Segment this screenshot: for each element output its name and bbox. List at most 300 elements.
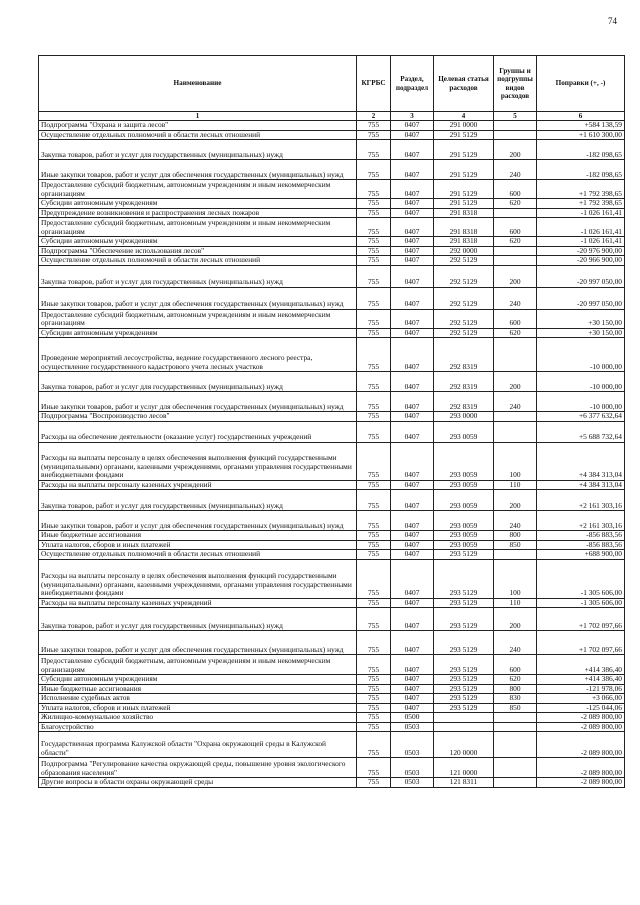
- row-kgrbs-cell: 755: [357, 758, 391, 778]
- row-expense-group-cell: [494, 722, 537, 732]
- row-target-article-cell: 293 5129: [434, 550, 494, 560]
- row-expense-group-cell: [494, 256, 537, 266]
- row-name-cell: Иные закупки товаров, работ и услуг для обеспечения государственных (муниципальных) нужд: [39, 511, 357, 531]
- row-expense-group-cell: [494, 778, 537, 788]
- row-kgrbs-cell: 755: [357, 160, 391, 180]
- row-expense-group-cell: 200: [494, 608, 537, 631]
- row-amendment-cell: +3 066,00: [537, 694, 625, 704]
- row-expense-group-cell: [494, 550, 537, 560]
- row-name-cell: Субсидии автономным учреждениям: [39, 237, 357, 247]
- table-row: [39, 703, 625, 713]
- row-amendment-cell: +1 792 398,65: [537, 180, 625, 199]
- row-amendment-cell: -182 098,65: [537, 160, 625, 180]
- table-row: [39, 421, 625, 442]
- row-target-article-cell: 291 8318: [434, 237, 494, 247]
- row-razdel-cell: 0407: [391, 559, 434, 598]
- row-expense-group-cell: [494, 130, 537, 140]
- row-name-cell: Уплата налогов, сборов и иных платежей: [39, 540, 357, 550]
- row-expense-group-cell: 200: [494, 140, 537, 160]
- row-target-article-cell: 291 0000: [434, 121, 494, 131]
- row-razdel-cell: 0503: [391, 732, 434, 758]
- row-target-article-cell: 291 5129: [434, 180, 494, 199]
- table-row: [39, 722, 625, 732]
- header-number: 6: [537, 112, 625, 121]
- row-name-cell: Расходы на обеспечение деятельности (оказание услуг) государственных учреждений: [39, 421, 357, 442]
- row-razdel-cell: 0407: [391, 392, 434, 412]
- row-name-cell: Расходы на выплаты персоналу в целях обеспечения выполнения функций государственными (муниципальными) органами, казенными учреждениями, органами управления государственными внебюджетными фондами: [39, 559, 357, 598]
- row-expense-group-cell: 620: [494, 237, 537, 247]
- table-row: [39, 412, 625, 422]
- row-amendment-cell: +1 702 097,66: [537, 608, 625, 631]
- header-kgrbs: КГРБС: [357, 56, 391, 112]
- row-name-cell: Иные закупки товаров, работ и услуг для обеспечения государственных (муниципальных) нужд: [39, 392, 357, 412]
- row-razdel-cell: 0407: [391, 160, 434, 180]
- table-row: [39, 180, 625, 199]
- row-kgrbs-cell: 755: [357, 246, 391, 256]
- row-target-article-cell: 120 0000: [434, 732, 494, 758]
- table-row: [39, 778, 625, 788]
- table-row: [39, 598, 625, 608]
- row-amendment-cell: +30 150,00: [537, 328, 625, 338]
- row-razdel-cell: 0407: [391, 328, 434, 338]
- row-razdel-cell: 0407: [391, 287, 434, 309]
- row-name-cell: Подпрограмма "Воспроизводство лесов": [39, 412, 357, 422]
- row-target-article-cell: 292 5129: [434, 256, 494, 266]
- row-expense-group-cell: 240: [494, 392, 537, 412]
- header-target-article: Целевая статья расходов: [434, 56, 494, 112]
- row-amendment-cell: +1 792 398,65: [537, 199, 625, 209]
- row-amendment-cell: +2 161 303,16: [537, 511, 625, 531]
- row-name-cell: Субсидии автономным учреждениям: [39, 675, 357, 685]
- table-body: [39, 121, 625, 788]
- row-target-article-cell: 293 5129: [434, 684, 494, 694]
- row-amendment-cell: -1 305 606,00: [537, 559, 625, 598]
- table-row: [39, 675, 625, 685]
- row-kgrbs-cell: 755: [357, 608, 391, 631]
- row-expense-group-cell: [494, 758, 537, 778]
- table-row: [39, 140, 625, 160]
- row-name-cell: Проведение мероприятий лесоустройства, ведение государственного лесного реестра, осуществление государственного кадастрового учета лесных участков: [39, 338, 357, 372]
- row-expense-group-cell: 800: [494, 684, 537, 694]
- row-kgrbs-cell: 755: [357, 208, 391, 218]
- row-target-article-cell: [434, 722, 494, 732]
- row-expense-group-cell: 830: [494, 694, 537, 704]
- row-kgrbs-cell: 755: [357, 675, 391, 685]
- row-kgrbs-cell: 755: [357, 559, 391, 598]
- row-amendment-cell: -20 997 050,00: [537, 265, 625, 287]
- row-expense-group-cell: 100: [494, 559, 537, 598]
- table-row: [39, 338, 625, 372]
- row-name-cell: Расходы на выплаты персоналу в целях обеспечения выполнения функций государственными (муниципальными) органами, казенными учреждениями, органами управления государственными внебюджетными фондами: [39, 442, 357, 480]
- row-name-cell: Исполнение судебных актов: [39, 694, 357, 704]
- row-name-cell: Расходы на выплаты персоналу казенных учреждений: [39, 598, 357, 608]
- row-target-article-cell: 121 8311: [434, 778, 494, 788]
- table-row: [39, 287, 625, 309]
- row-expense-group-cell: 240: [494, 631, 537, 655]
- row-razdel-cell: 0407: [391, 540, 434, 550]
- row-kgrbs-cell: 755: [357, 256, 391, 266]
- table-row: [39, 758, 625, 778]
- row-amendment-cell: +5 688 732,64: [537, 421, 625, 442]
- row-target-article-cell: 293 0059: [434, 511, 494, 531]
- table-row: [39, 559, 625, 598]
- row-amendment-cell: +4 384 313,04: [537, 442, 625, 480]
- row-name-cell: Предоставление субсидий бюджетным, автономным учреждениям и иным некоммерческим организациям: [39, 655, 357, 675]
- table-row: [39, 246, 625, 256]
- row-razdel-cell: 0407: [391, 237, 434, 247]
- row-target-article-cell: 293 0059: [434, 421, 494, 442]
- header-amendments: Поправки (+, -): [537, 56, 625, 112]
- row-kgrbs-cell: 755: [357, 655, 391, 675]
- table-row: [39, 237, 625, 247]
- row-amendment-cell: -2 089 800,00: [537, 758, 625, 778]
- table-row: [39, 442, 625, 480]
- row-razdel-cell: 0407: [391, 480, 434, 490]
- table-row: [39, 265, 625, 287]
- row-razdel-cell: 0407: [391, 608, 434, 631]
- row-kgrbs-cell: 755: [357, 265, 391, 287]
- row-target-article-cell: 291 5129: [434, 199, 494, 209]
- row-target-article-cell: 292 0000: [434, 246, 494, 256]
- row-razdel-cell: 0407: [391, 694, 434, 704]
- row-target-article-cell: 292 8319: [434, 392, 494, 412]
- row-razdel-cell: 0407: [391, 309, 434, 328]
- row-razdel-cell: 0407: [391, 703, 434, 713]
- row-kgrbs-cell: 755: [357, 511, 391, 531]
- row-razdel-cell: 0407: [391, 140, 434, 160]
- row-amendment-cell: +4 384 313,04: [537, 480, 625, 490]
- row-razdel-cell: 0407: [391, 631, 434, 655]
- table-row: [39, 208, 625, 218]
- row-expense-group-cell: 850: [494, 703, 537, 713]
- row-target-article-cell: 291 8318: [434, 218, 494, 237]
- row-name-cell: Осуществление отдельных полномочий в области лесных отношений: [39, 130, 357, 140]
- row-amendment-cell: -2 089 800,00: [537, 713, 625, 723]
- row-name-cell: Закупка товаров, работ и услуг для государственных (муниципальных) нужд: [39, 490, 357, 511]
- row-kgrbs-cell: 755: [357, 309, 391, 328]
- row-target-article-cell: 292 5129: [434, 309, 494, 328]
- row-target-article-cell: 292 5129: [434, 328, 494, 338]
- row-expense-group-cell: 110: [494, 480, 537, 490]
- row-target-article-cell: 293 0059: [434, 540, 494, 550]
- row-target-article-cell: 293 0059: [434, 490, 494, 511]
- table-row: [39, 121, 625, 131]
- row-target-article-cell: 292 5129: [434, 265, 494, 287]
- row-target-article-cell: 291 5129: [434, 130, 494, 140]
- header-number: 3: [391, 112, 434, 121]
- row-expense-group-cell: 850: [494, 540, 537, 550]
- row-amendment-cell: -1 026 161,41: [537, 218, 625, 237]
- row-amendment-cell: -2 089 800,00: [537, 778, 625, 788]
- row-razdel-cell: 0407: [391, 121, 434, 131]
- row-razdel-cell: 0407: [391, 180, 434, 199]
- row-kgrbs-cell: 755: [357, 540, 391, 550]
- row-name-cell: Иные закупки товаров, работ и услуг для обеспечения государственных (муниципальных) нужд: [39, 160, 357, 180]
- row-amendment-cell: -1 305 606,00: [537, 598, 625, 608]
- row-name-cell: Иные бюджетные ассигнования: [39, 531, 357, 541]
- row-amendment-cell: -1 026 161,41: [537, 237, 625, 247]
- row-expense-group-cell: 100: [494, 442, 537, 480]
- row-razdel-cell: 0407: [391, 684, 434, 694]
- row-razdel-cell: 0407: [391, 490, 434, 511]
- row-razdel-cell: 0407: [391, 208, 434, 218]
- row-razdel-cell: 0500: [391, 713, 434, 723]
- row-expense-group-cell: 200: [494, 490, 537, 511]
- row-name-cell: Жилищно-коммунальное хозяйство: [39, 713, 357, 723]
- row-name-cell: Закупка товаров, работ и услуг для государственных (муниципальных) нужд: [39, 265, 357, 287]
- row-target-article-cell: 293 5129: [434, 559, 494, 598]
- row-target-article-cell: 293 5129: [434, 631, 494, 655]
- row-target-article-cell: 293 5129: [434, 694, 494, 704]
- row-amendment-cell: +414 386,40: [537, 675, 625, 685]
- row-name-cell: Закупка товаров, работ и услуг для государственных (муниципальных) нужд: [39, 608, 357, 631]
- table-row: [39, 608, 625, 631]
- row-kgrbs-cell: 755: [357, 237, 391, 247]
- row-target-article-cell: 293 5129: [434, 598, 494, 608]
- row-amendment-cell: +30 150,00: [537, 309, 625, 328]
- row-razdel-cell: 0407: [391, 442, 434, 480]
- table-row: [39, 199, 625, 209]
- row-kgrbs-cell: 755: [357, 732, 391, 758]
- row-kgrbs-cell: 755: [357, 287, 391, 309]
- table-row: [39, 684, 625, 694]
- row-kgrbs-cell: 755: [357, 722, 391, 732]
- row-expense-group-cell: 600: [494, 218, 537, 237]
- row-amendment-cell: -182 098,65: [537, 140, 625, 160]
- table-row: [39, 540, 625, 550]
- row-name-cell: Подпрограмма "Обеспечение использования лесов": [39, 246, 357, 256]
- row-target-article-cell: 293 5129: [434, 675, 494, 685]
- row-name-cell: Закупка товаров, работ и услуг для государственных (муниципальных) нужд: [39, 140, 357, 160]
- row-amendment-cell: -121 978,06: [537, 684, 625, 694]
- row-name-cell: Расходы на выплаты персоналу казенных учреждений: [39, 480, 357, 490]
- row-kgrbs-cell: 755: [357, 199, 391, 209]
- row-amendment-cell: +584 138,59: [537, 121, 625, 131]
- row-razdel-cell: 0407: [391, 598, 434, 608]
- row-kgrbs-cell: 755: [357, 121, 391, 131]
- row-kgrbs-cell: 755: [357, 490, 391, 511]
- row-expense-group-cell: [494, 121, 537, 131]
- table-row: [39, 655, 625, 675]
- row-expense-group-cell: 200: [494, 372, 537, 392]
- row-kgrbs-cell: 755: [357, 778, 391, 788]
- row-target-article-cell: [434, 713, 494, 723]
- header-number: 1: [39, 112, 357, 121]
- row-razdel-cell: 0407: [391, 256, 434, 266]
- row-name-cell: Осуществление отдельных полномочий в области лесных отношений: [39, 256, 357, 266]
- table-row: [39, 631, 625, 655]
- row-amendment-cell: +414 386,40: [537, 655, 625, 675]
- row-razdel-cell: 0407: [391, 338, 434, 372]
- table-row: [39, 550, 625, 560]
- row-target-article-cell: 293 0000: [434, 412, 494, 422]
- table-row: [39, 160, 625, 180]
- row-kgrbs-cell: 755: [357, 480, 391, 490]
- row-target-article-cell: 293 5129: [434, 655, 494, 675]
- row-expense-group-cell: [494, 732, 537, 758]
- row-target-article-cell: 293 0059: [434, 531, 494, 541]
- row-target-article-cell: 292 8319: [434, 338, 494, 372]
- row-expense-group-cell: 600: [494, 180, 537, 199]
- row-name-cell: Предупреждение возникновения и распространения лесных пожаров: [39, 208, 357, 218]
- table-row: [39, 531, 625, 541]
- row-name-cell: Предоставление субсидий бюджетным, автономным учреждениям и иным некоммерческим организациям: [39, 309, 357, 328]
- header-expense-group: Группы и подгруппы видов расходов: [494, 56, 537, 112]
- row-kgrbs-cell: 755: [357, 713, 391, 723]
- header-number: 4: [434, 112, 494, 121]
- row-expense-group-cell: [494, 208, 537, 218]
- table-row: [39, 490, 625, 511]
- row-kgrbs-cell: 755: [357, 694, 391, 704]
- row-amendment-cell: +1 610 300,00: [537, 130, 625, 140]
- row-razdel-cell: 0407: [391, 199, 434, 209]
- row-razdel-cell: 0407: [391, 550, 434, 560]
- row-amendment-cell: -10 000,00: [537, 392, 625, 412]
- row-razdel-cell: 0503: [391, 722, 434, 732]
- row-razdel-cell: 0407: [391, 265, 434, 287]
- row-kgrbs-cell: 755: [357, 531, 391, 541]
- header-name: Наименование: [39, 56, 357, 112]
- row-name-cell: Иные закупки товаров, работ и услуг для обеспечения государственных (муниципальных) нужд: [39, 631, 357, 655]
- row-kgrbs-cell: 755: [357, 412, 391, 422]
- row-expense-group-cell: [494, 338, 537, 372]
- row-target-article-cell: 291 8318: [434, 208, 494, 218]
- row-kgrbs-cell: 755: [357, 328, 391, 338]
- row-target-article-cell: 293 5129: [434, 703, 494, 713]
- row-expense-group-cell: 620: [494, 199, 537, 209]
- header-number: 5: [494, 112, 537, 121]
- table-row: [39, 713, 625, 723]
- row-expense-group-cell: 110: [494, 598, 537, 608]
- header-number: 2: [357, 112, 391, 121]
- table-row: [39, 372, 625, 392]
- row-razdel-cell: 0407: [391, 372, 434, 392]
- row-amendment-cell: -20 966 900,00: [537, 256, 625, 266]
- row-expense-group-cell: 600: [494, 655, 537, 675]
- row-razdel-cell: 0503: [391, 778, 434, 788]
- table-row: [39, 218, 625, 237]
- row-razdel-cell: 0407: [391, 421, 434, 442]
- table-row: [39, 511, 625, 531]
- row-expense-group-cell: 240: [494, 287, 537, 309]
- row-razdel-cell: 0407: [391, 675, 434, 685]
- row-kgrbs-cell: 755: [357, 703, 391, 713]
- row-kgrbs-cell: 755: [357, 550, 391, 560]
- row-kgrbs-cell: 755: [357, 631, 391, 655]
- row-expense-group-cell: 620: [494, 675, 537, 685]
- row-expense-group-cell: [494, 421, 537, 442]
- row-amendment-cell: -2 089 800,00: [537, 722, 625, 732]
- row-name-cell: Государственная программа Калужской области "Охрана окружающей среды в Калужской области": [39, 732, 357, 758]
- row-target-article-cell: 291 5129: [434, 160, 494, 180]
- row-razdel-cell: 0407: [391, 218, 434, 237]
- row-name-cell: Благоустройство: [39, 722, 357, 732]
- row-razdel-cell: 0407: [391, 511, 434, 531]
- table-row: [39, 694, 625, 704]
- row-kgrbs-cell: 755: [357, 598, 391, 608]
- row-target-article-cell: 292 8319: [434, 372, 494, 392]
- row-expense-group-cell: [494, 412, 537, 422]
- row-name-cell: Уплата налогов, сборов и иных платежей: [39, 703, 357, 713]
- table-row: [39, 732, 625, 758]
- row-name-cell: Закупка товаров, работ и услуг для государственных (муниципальных) нужд: [39, 372, 357, 392]
- table-row: [39, 309, 625, 328]
- row-kgrbs-cell: 755: [357, 442, 391, 480]
- row-expense-group-cell: 200: [494, 265, 537, 287]
- row-expense-group-cell: 240: [494, 511, 537, 531]
- row-amendment-cell: -2 089 800,00: [537, 732, 625, 758]
- row-name-cell: Иные закупки товаров, работ и услуг для обеспечения государственных (муниципальных) нужд: [39, 287, 357, 309]
- row-amendment-cell: +2 161 303,16: [537, 490, 625, 511]
- row-target-article-cell: 121 0000: [434, 758, 494, 778]
- row-name-cell: Субсидии автономным учреждениям: [39, 199, 357, 209]
- row-amendment-cell: +6 377 632,64: [537, 412, 625, 422]
- row-kgrbs-cell: 755: [357, 218, 391, 237]
- row-amendment-cell: +688 900,00: [537, 550, 625, 560]
- row-name-cell: Подпрограмма "Охрана и защита лесов": [39, 121, 357, 131]
- row-expense-group-cell: 800: [494, 531, 537, 541]
- row-expense-group-cell: [494, 713, 537, 723]
- row-amendment-cell: -10 000,00: [537, 372, 625, 392]
- row-amendment-cell: -125 044,06: [537, 703, 625, 713]
- header-razdel: Раздел, подраздел: [391, 56, 434, 112]
- row-razdel-cell: 0407: [391, 531, 434, 541]
- row-expense-group-cell: 240: [494, 160, 537, 180]
- row-kgrbs-cell: 755: [357, 684, 391, 694]
- page-number: 74: [608, 16, 617, 26]
- row-name-cell: Предоставление субсидий бюджетным, автономным учреждениям и иным некоммерческим организациям: [39, 218, 357, 237]
- row-name-cell: Предоставление субсидий бюджетным, автономным учреждениям и иным некоммерческим организациям: [39, 180, 357, 199]
- row-kgrbs-cell: 755: [357, 372, 391, 392]
- row-razdel-cell: 0407: [391, 412, 434, 422]
- row-name-cell: Осуществление отдельных полномочий в области лесных отношений: [39, 550, 357, 560]
- row-amendment-cell: +1 702 097,66: [537, 631, 625, 655]
- row-amendment-cell: -10 000,00: [537, 338, 625, 372]
- table-row: [39, 480, 625, 490]
- row-kgrbs-cell: 755: [357, 180, 391, 199]
- row-amendment-cell: -20 976 900,00: [537, 246, 625, 256]
- row-target-article-cell: 293 0059: [434, 442, 494, 480]
- row-amendment-cell: -1 026 161,41: [537, 208, 625, 218]
- row-kgrbs-cell: 755: [357, 338, 391, 372]
- row-expense-group-cell: 620: [494, 328, 537, 338]
- row-razdel-cell: 0407: [391, 130, 434, 140]
- row-amendment-cell: -856 883,56: [537, 540, 625, 550]
- row-target-article-cell: 293 0059: [434, 480, 494, 490]
- row-razdel-cell: 0407: [391, 246, 434, 256]
- table-row: [39, 392, 625, 412]
- row-target-article-cell: 293 5129: [434, 608, 494, 631]
- row-kgrbs-cell: 755: [357, 140, 391, 160]
- budget-amendments-table: [38, 55, 625, 788]
- row-kgrbs-cell: 755: [357, 421, 391, 442]
- row-kgrbs-cell: 755: [357, 130, 391, 140]
- row-expense-group-cell: 600: [494, 309, 537, 328]
- row-name-cell: Субсидии автономным учреждениям: [39, 328, 357, 338]
- table-row: [39, 328, 625, 338]
- row-kgrbs-cell: 755: [357, 392, 391, 412]
- row-target-article-cell: 291 5129: [434, 140, 494, 160]
- row-name-cell: Иные бюджетные ассигнования: [39, 684, 357, 694]
- row-name-cell: Подпрограмма "Регулирование качества окружающей среды, повышение уровня экологического образования населения": [39, 758, 357, 778]
- row-razdel-cell: 0503: [391, 758, 434, 778]
- row-razdel-cell: 0407: [391, 655, 434, 675]
- row-expense-group-cell: [494, 246, 537, 256]
- table-row: [39, 130, 625, 140]
- row-target-article-cell: 292 5129: [434, 287, 494, 309]
- table-row: [39, 256, 625, 266]
- row-name-cell: Другие вопросы в области охраны окружающей среды: [39, 778, 357, 788]
